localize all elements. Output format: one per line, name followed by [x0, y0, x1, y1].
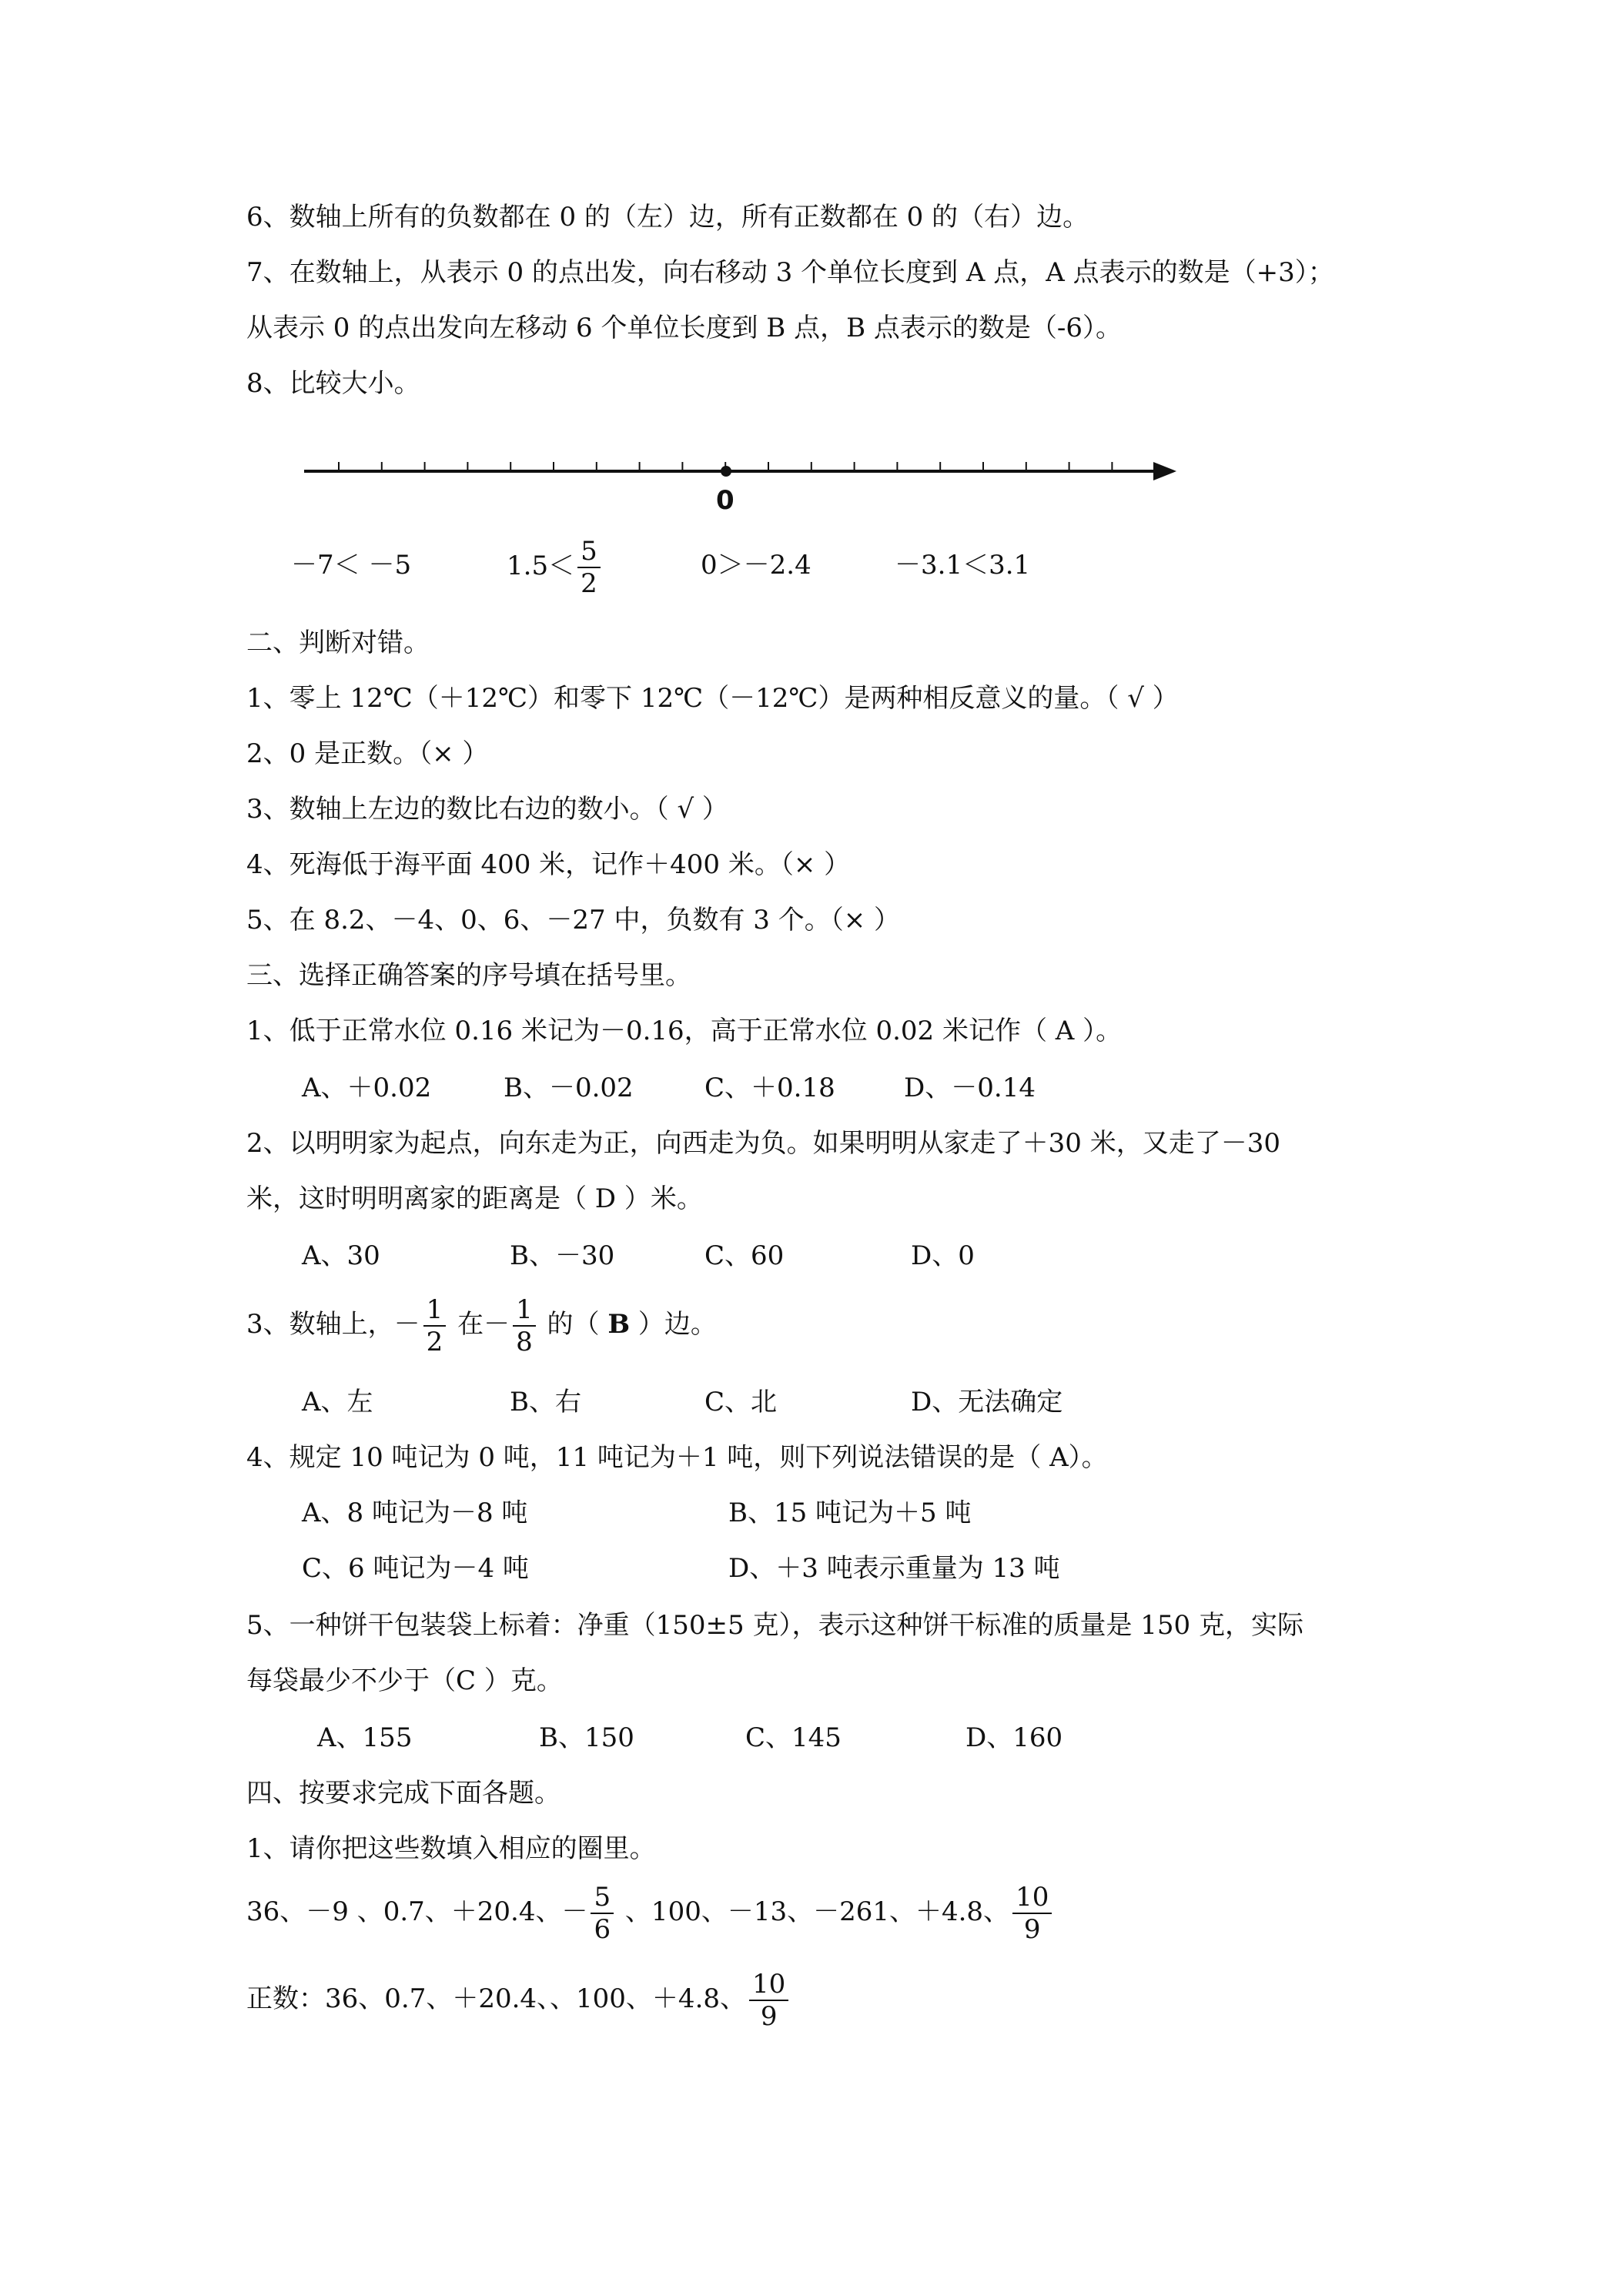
question-3-5-line-2: 每袋最少不少于（C ）克。 — [246, 1665, 563, 1696]
q3-1-option-a: A、＋0.02 — [302, 1073, 432, 1103]
q3-2-option-a: A、30 — [302, 1240, 380, 1271]
question-1-7-line-2: 从表示 0 的点出发向左移动 6 个单位长度到 B 点，B 点表示的数是（-6）。 — [246, 313, 1123, 343]
fraction-5-2 — [577, 538, 601, 597]
section-2-heading: 二、判断对错。 — [246, 628, 430, 658]
compare-2 — [507, 536, 604, 597]
compare-3: 0＞－2.4 — [701, 550, 812, 581]
fraction-numerator: 10 — [1012, 1884, 1052, 1914]
fraction-10-9-positive — [749, 1971, 788, 2030]
q3-3-text-2: 在－ — [449, 1309, 510, 1340]
q3-3-option-d: D、无法确定 — [911, 1387, 1063, 1417]
question-2-3: 3、数轴上左边的数比右边的数小。（ √ ） — [246, 794, 728, 825]
question-1-7-line-1: 7、在数轴上，从表示 0 的点出发，向右移动 3 个单位长度到 A 点，A 点表示的数是（+3）； — [246, 257, 1334, 288]
question-2-5: 5、在 8.2、－4、0、6、－27 中，负数有 3 个。（× ） — [246, 905, 901, 935]
origin-dot — [721, 466, 731, 477]
q3-3-option-b: B、右 — [510, 1387, 581, 1417]
q3-3-text-1: 3、数轴上，－ — [246, 1309, 420, 1340]
question-3-4: 4、规定 10 吨记为 0 吨，11 吨记为＋1 吨，则下列说法错误的是（ A）。 — [246, 1442, 1108, 1473]
fraction-denominator: 8 — [516, 1327, 533, 1357]
compare-1: －7＜ －5 — [291, 550, 412, 581]
q3-4-option-b: B、15 吨记为＋5 吨 — [728, 1498, 972, 1528]
positive-numbers-text: 正数：36、0.7、＋20.4、、100、＋4.8、 — [246, 1983, 747, 2014]
question-3-5-line-1: 5、一种饼干包装袋上标着：净重（150±5 克），表示这种饼干标准的质量是 150 克，实际 — [246, 1610, 1303, 1641]
q3-3-option-c: C、北 — [704, 1387, 778, 1417]
q3-4-option-a: A、8 吨记为－8 吨 — [302, 1498, 528, 1528]
q3-2-option-b: B、－30 — [510, 1240, 615, 1271]
q3-5-option-b: B、150 — [539, 1722, 634, 1753]
question-2-1: 1、零上 12℃（＋12℃）和零下 12℃（－12℃）是两种相反意义的量。（ √ ） — [246, 683, 1179, 714]
number-line-arrow — [1153, 462, 1176, 480]
fraction-numerator: 5 — [591, 1884, 614, 1914]
question-1-6: 6、数轴上所有的负数都在 0 的（左）边，所有正数都在 0 的（右）边。 — [246, 202, 1089, 233]
compare-4: －3.1＜3.1 — [895, 550, 1031, 581]
fraction-numerator: 5 — [577, 538, 601, 568]
question-3-3 — [246, 1294, 717, 1355]
q3-4-option-d: D、＋3 吨表示重量为 13 吨 — [728, 1553, 1060, 1584]
fraction-10-9 — [1012, 1884, 1052, 1943]
q3-3-text-4: ）边。 — [630, 1309, 717, 1340]
q3-5-option-c: C、145 — [745, 1722, 842, 1753]
question-2-2: 2、0 是正数。（× ） — [246, 738, 489, 769]
fraction-1-8 — [513, 1294, 536, 1357]
q3-2-option-d: D、0 — [911, 1240, 975, 1271]
fraction-denominator: 2 — [581, 568, 597, 599]
number-line — [0, 0, 1623, 539]
q3-4-option-c: C、6 吨记为－4 吨 — [302, 1553, 529, 1584]
q3-3-text-3: 的（ — [538, 1309, 608, 1340]
q3-3-option-a: A、左 — [302, 1387, 373, 1417]
numbers-list-text-1: 36、－9 、0.7、＋20.4、－ — [246, 1896, 588, 1927]
q3-5-option-a: A、155 — [317, 1722, 413, 1753]
question-1-8: 8、比较大小。 — [246, 368, 420, 399]
numbers-list — [246, 1881, 1055, 1943]
section-3-heading: 三、选择正确答案的序号填在括号里。 — [246, 960, 691, 991]
fraction-numerator: 1 — [423, 1297, 447, 1327]
question-3-2-line-1: 2、以明明家为起点，向东走为正，向西走为负。如果明明从家走了＋30 米，又走了－30 — [246, 1128, 1280, 1159]
question-4-1: 1、请你把这些数填入相应的圈里。 — [246, 1833, 656, 1864]
fraction-5-6 — [591, 1884, 614, 1943]
fraction-1-2 — [423, 1294, 447, 1357]
q3-2-option-c: C、60 — [704, 1240, 785, 1271]
q3-5-option-d: D、160 — [965, 1722, 1063, 1753]
question-3-2-line-2: 米，这时明明离家的距离是（ D ）米。 — [246, 1183, 703, 1214]
q3-1-option-c: C、＋0.18 — [704, 1073, 835, 1103]
fraction-denominator: 9 — [1023, 1914, 1041, 1945]
q3-1-option-b: B、－0.02 — [504, 1073, 634, 1103]
origin-label: 0 — [716, 485, 735, 516]
positive-numbers — [246, 1968, 791, 2030]
question-3-1: 1、低于正常水位 0.16 米记为－0.16，高于正常水位 0.02 米记作（ A ）。 — [246, 1016, 1123, 1046]
q3-1-option-d: D、－0.14 — [904, 1073, 1036, 1103]
question-2-4: 4、死海低于海平面 400 米，记作＋400 米。（× ） — [246, 849, 851, 880]
fraction-denominator: 2 — [426, 1327, 443, 1357]
numbers-list-text-2: 、100、－13、－261、＋4.8、 — [617, 1896, 1010, 1927]
fraction-denominator: 9 — [760, 2001, 778, 2032]
fraction-numerator: 1 — [513, 1297, 536, 1327]
fraction-denominator: 6 — [594, 1914, 611, 1945]
fraction-numerator: 10 — [749, 1971, 788, 2001]
q3-3-answer: B — [607, 1309, 631, 1340]
section-4-heading: 四、按要求完成下面各题。 — [246, 1778, 561, 1809]
compare-2-text: 1.5＜ — [507, 551, 575, 581]
